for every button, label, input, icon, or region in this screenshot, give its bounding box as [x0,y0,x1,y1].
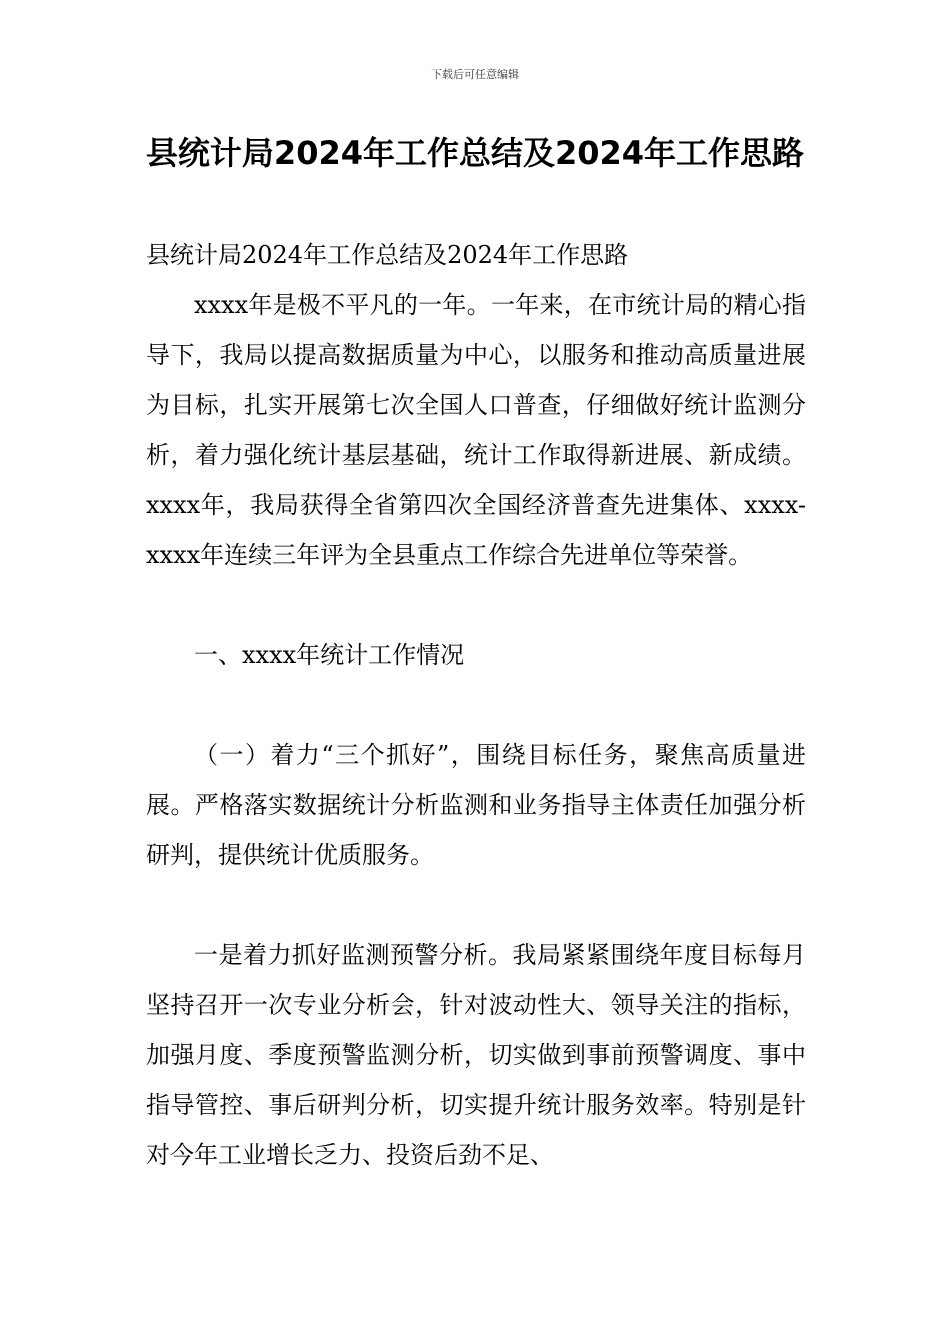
header-note: 下载后可任意编辑 [431,68,519,81]
paragraph-gap [146,680,806,730]
paragraph-intro: xxxx年是极不平凡的一年。一年来，在市统计局的精心指导下，我局以提高数据质量为中心，以服务和推动高质量进展为目标，扎实开展第七次全国人口普查，仔细做好统计监测分析，着力强化统计基层基础，统计工作取得新进展、新成绩。xxxx年，我局获得全省第四次全国经济普查先进集体、xxxx-xxxx年连续三年评为全县重点工作综合先进单位等荣誉。 [146,291,806,569]
document-title: 县统计局2024年工作总结及2024年工作思路 [145,134,805,172]
paragraph-monitoring: 一是着力抓好监测预警分析。我局紧紧围绕年度目标每月坚持召开一次专业分析会，针对波动性大、领导关注的指标，加强月度、季度预警监测分析，切实做到事前预警调度、事中指导管控、事后研判分析，切实提升统计服务效率。特别是针对今年工业增长乏力、投资后劲不足、 [146,941,806,1169]
document-body [146,230,806,1180]
paragraph-gap [146,880,806,930]
paragraph-subsection-1: （一）着力“三个抓好”，围绕目标任务，聚焦高质量进展。严格落实数据统计分析监测和业务指导主体责任加强分析研判，提供统计优质服务。 [146,741,806,869]
paragraph-gap [146,580,806,630]
section-heading: 一、xxxx年统计工作情况 [194,641,465,669]
document-subtitle: 县统计局2024年工作总结及2024年工作思路 [146,241,629,269]
